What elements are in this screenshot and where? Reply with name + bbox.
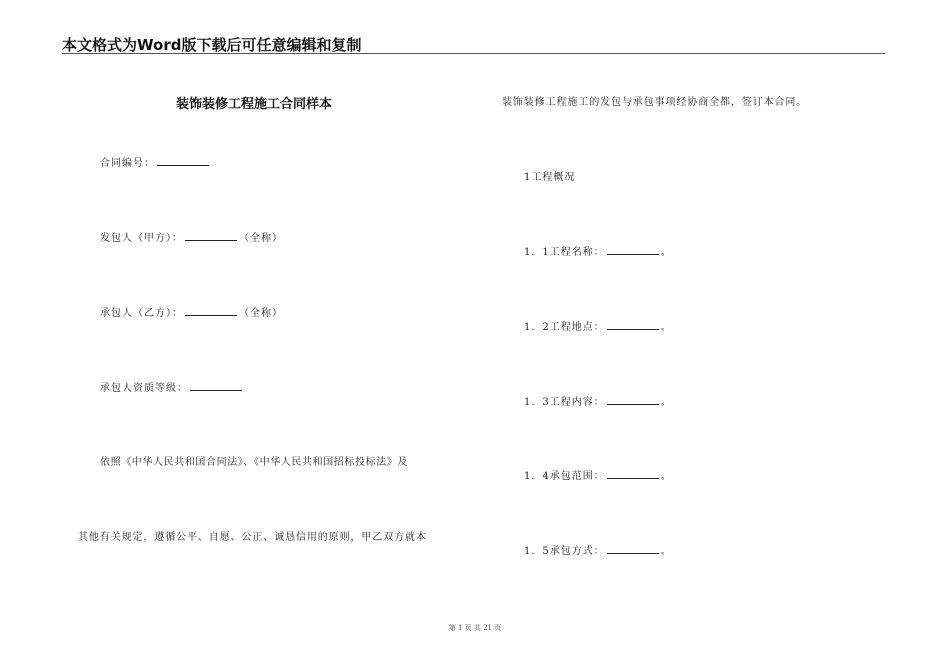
qualification-blank <box>190 382 242 391</box>
basis-line-1: 依照《中华人民共和国合同法》、《中华人民共和国招标投标法》及 <box>100 457 408 468</box>
qualification-label: 承包人资质等级： <box>100 383 188 394</box>
item-project-name <box>524 243 672 258</box>
contractor-suffix: （全称） <box>239 308 283 319</box>
employer-blank <box>185 232 237 241</box>
item-label: 1．2工程地点： <box>524 322 605 333</box>
item-label: 1．4承包范围： <box>524 471 605 482</box>
contractor-line <box>100 304 283 319</box>
page-footer: 第 1 页 共 21 页 <box>448 624 502 632</box>
item-blank <box>607 396 659 405</box>
item-label: 1．3工程内容： <box>524 397 605 408</box>
contract-number-label: 合同编号： <box>100 158 155 169</box>
intro-line: 装饰装修工程施工的发包与承包事项经协商全都，签订本合同。 <box>502 97 808 108</box>
item-blank <box>607 246 659 255</box>
employer-label: 发包人（甲方）： <box>100 233 183 244</box>
item-contract-method <box>524 542 672 557</box>
item-blank <box>607 321 659 330</box>
item-contract-scope <box>524 467 672 482</box>
contractor-label: 承包人（乙方）： <box>100 308 183 319</box>
contract-number-blank <box>157 157 209 166</box>
item-suffix: 。 <box>660 546 672 557</box>
item-label: 1．1工程名称： <box>524 247 605 258</box>
item-suffix: 。 <box>660 322 672 333</box>
item-suffix: 。 <box>660 471 672 482</box>
item-suffix: 。 <box>660 247 672 258</box>
employer-suffix: （全称） <box>239 233 283 244</box>
item-project-location <box>524 318 672 333</box>
qualification-line <box>100 379 244 394</box>
document-title: 装饰装修工程施工合同样本 <box>176 97 333 112</box>
item-label: 1．5承包方式： <box>524 546 605 557</box>
item-suffix: 。 <box>660 397 672 408</box>
header-note: 本文格式为Word版下载后可任意编辑和复制 <box>62 36 362 54</box>
contract-number-line <box>100 154 211 169</box>
employer-line <box>100 229 283 244</box>
item-blank <box>607 545 659 554</box>
item-project-content <box>524 393 672 408</box>
header-rule <box>62 53 885 54</box>
contractor-blank <box>185 307 237 316</box>
basis-line-2: 其他有关规定，遵循公平、自愿、公正、诚恳信用的原则，甲乙双方就本 <box>78 532 427 543</box>
item-blank <box>607 470 659 479</box>
section-heading: 1工程概况 <box>524 172 576 183</box>
